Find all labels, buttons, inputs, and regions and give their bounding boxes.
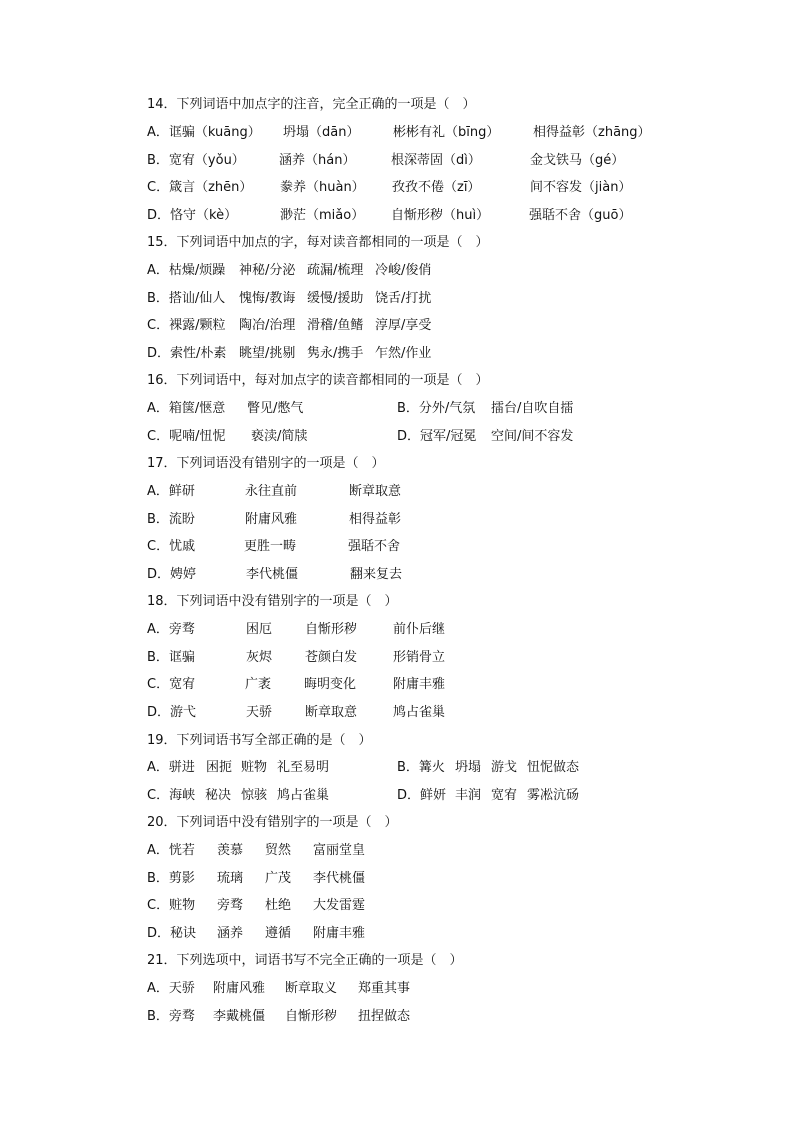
q15-b-item-1: B．搭讪/仙人 <box>147 291 226 306</box>
q19-d-item-4: 雾凇沆砀 <box>527 788 580 803</box>
q20-a-item-3: 贸然 <box>265 843 292 858</box>
q18-b-item-1: B．诓骗 <box>147 650 195 665</box>
q15-a-item-2: 神秘/分泌 <box>239 263 296 278</box>
q18-d-item-2: 天骄 <box>246 705 273 720</box>
q17-d-item-1: D．娉婷 <box>147 567 197 582</box>
q16-d-item-2: 空间/间不容发 <box>491 429 574 444</box>
q15-b-item-2: 愧悔/教诲 <box>239 291 296 306</box>
q15-d-item-2: 眺望/挑剔 <box>239 346 296 361</box>
q17-b-item-3: 相得益彰 <box>349 512 402 527</box>
q19-b-item-3: 游戈 <box>491 760 518 775</box>
q15-d-item-4: 乍然/作业 <box>375 346 432 361</box>
q17-b-item-2: 附庸风雅 <box>245 512 298 527</box>
q16-a-item-1: A．箱箧/惬意 <box>147 401 226 416</box>
q16-c-item-1: C．呢喃/忸怩 <box>147 429 226 444</box>
q19-d-item-3: 宽宥 <box>491 788 518 803</box>
q21-a-item-2: 附庸风雅 <box>213 981 266 996</box>
q14-d-item-1: D．恪守（kè） <box>147 208 238 223</box>
q15-c-item-3: 滑稽/鱼鳍 <box>307 318 364 333</box>
q20-c-item-1: C．赃物 <box>147 898 196 913</box>
q20-c-item-2: 旁骛 <box>217 898 244 913</box>
q18-b-item-4: 形销骨立 <box>393 650 446 665</box>
q21-stem: 21．下列选项中，词语书写不完全正确的一项是（ ） <box>147 953 463 968</box>
q18-d-item-4: 鸠占雀巢 <box>393 705 446 720</box>
q19-c-item-2: 秘决 <box>205 788 232 803</box>
q19-b-item-4: 忸怩做态 <box>527 760 580 775</box>
q19-c-item-4: 鸠占雀巢 <box>277 788 330 803</box>
q15-a-item-4: 冷峻/俊俏 <box>375 263 432 278</box>
q20-b-item-3: 广茂 <box>265 871 292 886</box>
q16-a-item-2: 瞥见/憋气 <box>247 401 304 416</box>
q15-c-item-2: 陶冶/治理 <box>239 318 296 333</box>
q20-stem: 20．下列词语中没有错别字的一项是（ ） <box>147 815 398 830</box>
q21-b-item-2: 李戴桃僵 <box>213 1009 266 1024</box>
q20-c-item-4: 大发雷霆 <box>313 898 366 913</box>
q21-b-item-3: 自惭形秽 <box>285 1009 338 1024</box>
q14-a-item-1: A．诓骗（kuāng） <box>147 125 261 140</box>
q15-d-item-1: D．索性/朴素 <box>147 346 227 361</box>
q16-stem: 16．下列词语中，每对加点字的读音都相同的一项是（ ） <box>147 373 489 388</box>
q16-b-item-1: B．分外/气氛 <box>397 401 476 416</box>
q17-c-item-2: 更胜一畴 <box>244 539 297 554</box>
q21-b-item-1: B．旁骛 <box>147 1009 195 1024</box>
q15-c-item-1: C．裸露/颗粒 <box>147 318 226 333</box>
q14-c-item-1: C．箴言（zhēn） <box>147 180 253 195</box>
q17-c-item-3: 强聒不舍 <box>348 539 401 554</box>
q14-d-item-4: 强聒不舍（guō） <box>529 208 632 223</box>
q17-d-item-2: 李代桃僵 <box>246 567 299 582</box>
q19-a-item-2: 困扼 <box>206 760 233 775</box>
q20-b-item-4: 李代桃僵 <box>313 871 366 886</box>
q20-d-item-1: D．秘诀 <box>147 926 197 941</box>
q14-b-item-2: 涵养（hán） <box>279 153 356 168</box>
q17-d-item-3: 翻来复去 <box>350 567 403 582</box>
q15-d-item-3: 隽永/携手 <box>307 346 364 361</box>
q14-d-item-3: 自惭形秽（huì） <box>391 208 490 223</box>
q20-d-item-4: 附庸丰雅 <box>313 926 366 941</box>
q17-a-item-3: 断章取意 <box>349 484 402 499</box>
q18-c-item-2: 广袤 <box>245 677 272 692</box>
q20-b-item-2: 琉璃 <box>217 871 244 886</box>
q21-b-item-4: 扭捏做态 <box>358 1009 411 1024</box>
q14-b-item-1: B．宽宥（yǒu） <box>147 153 245 168</box>
q19-c-item-3: 惊骇 <box>241 788 268 803</box>
q16-c-item-2: 亵渎/简牍 <box>251 429 308 444</box>
q14-c-item-4: 间不容发（jiàn） <box>530 180 632 195</box>
q20-d-item-3: 遵循 <box>265 926 292 941</box>
q14-c-item-2: 豢养（huàn） <box>280 180 365 195</box>
q21-a-item-4: 郑重其事 <box>358 981 411 996</box>
q17-stem: 17．下列词语没有错别字的一项是（ ） <box>147 456 385 471</box>
q19-d-item-1: D．鲜妍 <box>397 788 447 803</box>
q14-a-item-2: 坍塌（dān） <box>283 125 360 140</box>
q15-b-item-3: 缓慢/援助 <box>307 291 364 306</box>
q19-c-item-1: C．海峡 <box>147 788 196 803</box>
q18-stem: 18．下列词语中没有错别字的一项是（ ） <box>147 594 398 609</box>
q14-a-item-3: 彬彬有礼（bīng） <box>393 125 500 140</box>
q19-stem: 19．下列词语书写全部正确的是（ ） <box>147 733 372 748</box>
q18-a-item-2: 困厄 <box>246 622 273 637</box>
q20-c-item-3: 杜绝 <box>265 898 292 913</box>
q17-b-item-1: B．流盼 <box>147 512 195 527</box>
q14-b-item-4: 金戈铁马（gé） <box>530 153 625 168</box>
q17-a-item-1: A．鲜研 <box>147 484 195 499</box>
q18-d-item-1: D．游弋 <box>147 705 197 720</box>
q18-b-item-3: 苍颜白发 <box>305 650 358 665</box>
q18-a-item-3: 自惭形秽 <box>305 622 358 637</box>
q20-a-item-1: A．恍若 <box>147 843 195 858</box>
q14-c-item-3: 孜孜不倦（zī） <box>392 180 481 195</box>
q19-a-item-3: 赃物 <box>241 760 268 775</box>
q21-a-item-3: 断章取义 <box>285 981 338 996</box>
q18-d-item-3: 断章取意 <box>305 705 358 720</box>
q16-d-item-1: D．冠军/冠冕 <box>397 429 477 444</box>
q14-a-item-4: 相得益彰（zhāng） <box>533 125 651 140</box>
q19-b-item-1: B．篝火 <box>397 760 445 775</box>
q18-a-item-4: 前仆后继 <box>393 622 446 637</box>
q15-c-item-4: 淳厚/享受 <box>375 318 432 333</box>
q18-c-item-1: C．宽宥 <box>147 677 196 692</box>
q19-d-item-2: 丰润 <box>455 788 482 803</box>
q18-c-item-4: 附庸丰雅 <box>393 677 446 692</box>
q15-b-item-4: 饶舌/打扰 <box>375 291 432 306</box>
q15-a-item-3: 疏漏/梳理 <box>307 263 364 278</box>
q17-c-item-1: C．忧戚 <box>147 539 196 554</box>
q21-a-item-1: A．天骄 <box>147 981 195 996</box>
q19-b-item-2: 坍塌 <box>455 760 482 775</box>
q14-stem: 14．下列词语中加点字的注音，完全正确的一项是（ ） <box>147 97 476 112</box>
q15-a-item-1: A．枯燥/烦躁 <box>147 263 226 278</box>
q14-d-item-2: 渺茫（miǎo） <box>280 208 365 223</box>
q18-a-item-1: A．旁骛 <box>147 622 195 637</box>
q20-b-item-1: B．剪影 <box>147 871 195 886</box>
q19-a-item-1: A．骈进 <box>147 760 195 775</box>
q20-a-item-2: 羡慕 <box>217 843 244 858</box>
q14-b-item-3: 根深蒂固（dì） <box>391 153 481 168</box>
q20-d-item-2: 涵养 <box>217 926 244 941</box>
q17-a-item-2: 永往直前 <box>245 484 298 499</box>
q15-stem: 15．下列词语中加点的字，每对读音都相同的一项是（ ） <box>147 235 489 250</box>
q19-a-item-4: 礼至易明 <box>277 760 330 775</box>
q18-b-item-2: 灰烬 <box>246 650 273 665</box>
q16-b-item-2: 擂台/自吹自擂 <box>491 401 574 416</box>
q18-c-item-3: 晦明变化 <box>304 677 357 692</box>
q20-a-item-4: 富丽堂皇 <box>313 843 366 858</box>
